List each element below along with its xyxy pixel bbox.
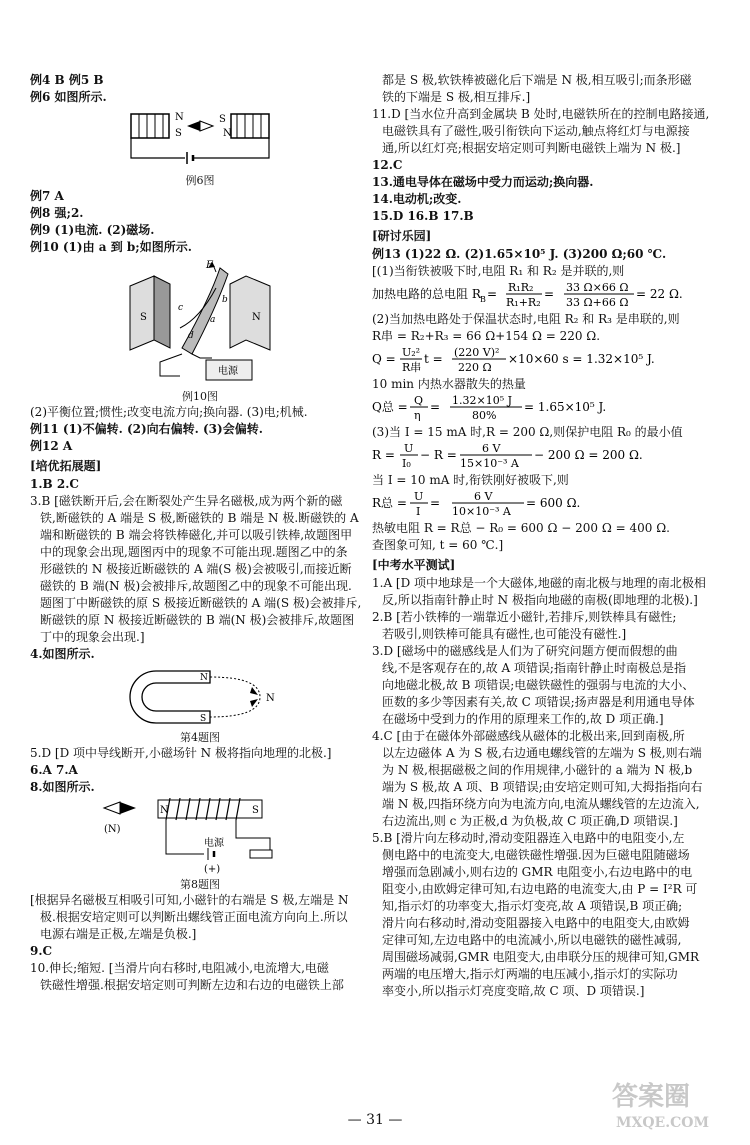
text-line: (2)当加热电路处于保温状态时,电阻 R₂ 和 R₃ 是串联的,则 — [372, 312, 680, 326]
answer-line: 例7 A — [30, 189, 64, 203]
fraction-numerator: 6 V — [474, 490, 493, 503]
fig8-label-n: N — [160, 805, 169, 816]
test-answer-3 — [372, 643, 722, 728]
formula-text: = — [430, 496, 441, 510]
formula-sub: B — [480, 295, 486, 304]
answer-line: 例4 B 例5 B — [30, 73, 104, 87]
fig4-label-s: S — [200, 714, 207, 724]
text-line: 4.C [由于在磁体外部磁感线从磁体的北极出来,回到南极,所 — [372, 729, 685, 743]
fig8-label-paren-n: (N) — [104, 824, 121, 835]
answer-line: 8.如图所示. — [30, 780, 95, 794]
fraction-denominator: R串 — [402, 361, 422, 373]
text-line: R串 = R₂+R₃ = 66 Ω+154 Ω = 220 Ω. — [372, 329, 601, 343]
fraction-denominator: η — [414, 409, 421, 421]
fig10-label-b: b — [222, 295, 228, 305]
text-line: 端为 S 极,故 A 项、B 项错误;由安培定则可知,大拇指指向右 — [382, 780, 703, 794]
formula-text: − 200 Ω = 200 Ω. — [534, 448, 643, 462]
text-line: 右边流出,则 c 为正极,d 为负极,故 C 项正确,D 项错误.] — [382, 814, 678, 828]
fraction-numerator: (220 V)² — [454, 346, 500, 359]
answer-line: 9.C — [30, 944, 53, 958]
fig8-power-label: 电源 — [204, 838, 224, 849]
text-line: 端 N 极,四指环绕方向为电流方向,电流从螺线管的左边流入, — [382, 797, 700, 811]
left-column — [30, 72, 370, 994]
fig4-label-n2: N — [266, 693, 275, 704]
watermark-text: 答案圈 — [612, 1082, 691, 1112]
test-answer-5 — [372, 830, 722, 1000]
section-heading: [中考水平测试] — [372, 558, 456, 572]
figure-caption: 例10图 — [182, 390, 218, 403]
formula-text: Q = — [372, 352, 396, 366]
text-line: 5.B [滑片向左移动时,滑动变阻器连入电路中的电阻变小,左 — [372, 831, 685, 845]
text-line: 反,所以指南针静止时 N 极指向地磁的南极(即地理的北极).] — [382, 593, 698, 607]
text-line: 阻变小,由欧姆定律可知,右边电路的电流变大,由 P = I²R 可 — [382, 882, 698, 896]
answer-line: 6.A 7.A — [30, 763, 78, 777]
formula-total-resistance — [372, 280, 722, 308]
text-line: 10.伸长;缩短. [当滑片向右移时,电阻减小,电流增大,电磁 — [30, 961, 329, 975]
answer-line: 1.B 2.C — [30, 477, 79, 491]
formula-text: 加热电路的总电阻 R — [372, 287, 481, 301]
answer-line: 例13 (1)22 Ω. (2)1.65×10⁵ J. (3)200 Ω;60 ℃. — [372, 247, 667, 261]
text-line: 两端的电压增大,指示灯两端的电压减小,指示灯的实际功 — [382, 967, 678, 981]
text-line: 率变小,所以指示灯亮度变暗,故 C 项、D 项错误.] — [382, 984, 645, 998]
text-line: 磁铁的 B 端(N 极)会被排斥,故题图乙中的现象不可能出现. — [40, 579, 352, 593]
fig6-label-s2: S — [219, 114, 226, 125]
fraction-denominator: 15×10⁻³ A — [460, 457, 519, 469]
section-heading: [培优拓展题] — [30, 459, 102, 473]
formula-text: R = — [372, 448, 395, 462]
text-line: 1.A [D 项中地球是一个大磁体,地磁的南北极与地理的南北极相 — [372, 576, 706, 590]
answer-line: 13.通电导体在磁场中受力而运动;换向器. — [372, 175, 594, 189]
figure-6-diagram — [125, 108, 275, 170]
answer-line: 14.电动机;改变. — [372, 192, 462, 206]
text-line: 当 I = 10 mA 时,衔铁刚好被吸下,则 — [372, 473, 569, 487]
fraction-numerator: 33 Ω×66 Ω — [566, 281, 629, 294]
fraction-denominator: 80% — [472, 409, 497, 421]
answer-line: 12.C — [372, 158, 403, 172]
answer-line: (2)平衡位置;惯性;改变电流方向;换向器. (3)电;机械. — [30, 405, 308, 419]
formula-text: = 22 Ω. — [636, 287, 683, 301]
text-line: 热敏电阻 R = R总 − R₀ = 600 Ω − 200 Ω = 400 Ω. — [372, 521, 670, 535]
answer-line: 例6 如图所示. — [30, 90, 107, 104]
answer-line: 例8 强;2. — [30, 206, 84, 220]
text-line: 查图象可知, t = 60 ℃.] — [372, 538, 504, 552]
fraction-denominator: 220 Ω — [458, 361, 492, 373]
fig10-power-label: 电源 — [218, 366, 238, 377]
answer-line: 例10 (1)由 a 到 b;如图所示. — [30, 240, 192, 254]
fig10-label-d: d — [188, 331, 194, 341]
watermark-url: MXQE.COM — [616, 1115, 709, 1131]
text-line: [(1)当衔铁被吸下时,电阻 R₁ 和 R₂ 是并联的,则 — [372, 264, 625, 278]
text-line: 铁,断磁铁的 A 端是 S 极,断磁铁的 B 端是 N 极.断磁铁的 A — [40, 511, 359, 525]
text-line: 向地磁北极,故 B 项错误;电磁铁磁性的强弱与电流的大小、 — [382, 678, 695, 692]
text-line: 知,指示灯的功率变大,指示灯变亮,故 A 项错误,B 项正确; — [382, 899, 683, 913]
text-line: [根据异名磁极互相吸引可知,小磁针的右端是 S 极,左端是 N — [30, 893, 349, 907]
fraction-denominator: I — [416, 505, 421, 517]
text-line: 在磁场中受到力的作用的原理来工作的,故 D 项正确.] — [382, 712, 664, 726]
answer-8-explanation — [30, 892, 370, 943]
fraction-numerator: 6 V — [482, 442, 501, 455]
text-line: 匝数的多少等因素有关,故 C 项错误;扬声器是利用通电导体 — [382, 695, 695, 709]
answer-10-block — [30, 960, 370, 994]
figure-8-solenoid — [100, 798, 300, 874]
formula-heat-lost — [372, 393, 722, 421]
answer-line: 15.D 16.B 17.B — [372, 209, 474, 223]
text-line: (3)当 I = 15 mA 时,R = 200 Ω,则保护电阻 R₀ 的最小值 — [372, 425, 683, 439]
fig6-label-n2: N — [223, 128, 232, 139]
right-column — [372, 72, 722, 1000]
fraction-numerator: U — [404, 442, 414, 455]
text-line: 2.B [若小铁棒的一端靠近小磁针,若排斥,则铁棒具有磁性; — [372, 610, 677, 624]
fig8-label-s: S — [252, 805, 259, 816]
answer-line: 例11 (1)不偏转. (2)向右偏转. (3)会偏转. — [30, 422, 263, 436]
text-line: 滑片向右移动时,滑动变阻器接入电路中的电阻变大,由欧姆 — [382, 916, 690, 930]
formula-text: ×10×60 s = 1.32×10⁵ J. — [508, 352, 655, 366]
text-line: 3.B [磁铁断开后,会在断裂处产生异名磁极,成为两个新的磁 — [30, 494, 343, 508]
fig10-label-a: a — [210, 315, 216, 325]
answer-line: 4.如图所示. — [30, 647, 95, 661]
fraction-numerator: Q — [414, 394, 424, 407]
fraction-denominator: 10×10⁻³ A — [452, 505, 511, 517]
fig10-label-s: S — [140, 312, 147, 323]
text-line: 题图丁中断磁铁的原 S 极接近断磁铁的 A 端(S 极)会被排斥, — [40, 596, 362, 610]
formula-text: = 1.65×10⁵ J. — [524, 400, 607, 414]
formula-total-r — [372, 489, 722, 517]
fraction-numerator: R₁R₂ — [508, 281, 534, 294]
figure-caption: 例6图 — [185, 174, 215, 187]
formula-text: t = — [424, 352, 443, 366]
text-line: 丁中的现象会出现.] — [40, 630, 145, 644]
text-line: 通,所以红灯亮;根据安培定则可判断电磁铁上端为 N 极.] — [382, 141, 681, 155]
fraction-numerator: U — [414, 490, 424, 503]
fig8-plus-label: (+) — [204, 864, 221, 874]
figure-10-motor-diagram — [120, 258, 280, 386]
fraction-denominator: R₁+R₂ — [506, 296, 541, 308]
fig6-label-n: N — [175, 112, 184, 123]
formula-text: = — [487, 287, 498, 301]
formula-heat — [372, 345, 722, 373]
text-line: 断磁铁的原 N 极接近断磁铁的 B 端(N 极)会被排斥,故题图 — [40, 613, 355, 627]
text-line: 端和断磁铁的 B 端会将铁棒磁化,并可以吸引铁棒,故题图甲 — [40, 528, 353, 542]
test-answer-1 — [372, 575, 722, 609]
formula-text: = — [430, 400, 441, 414]
formula-text: = — [544, 287, 555, 301]
text-line: 侧电路中的电流变大,电磁铁磁性增强.因为巨磁电阻随磁场 — [382, 848, 690, 862]
text-line: 线,不是客观存在的,故 A 项错误;指南针静止时南极总是指 — [382, 661, 686, 675]
page-number: — 31 — — [347, 1112, 403, 1128]
text-line: 中的现象会出现,题图丙中的现象不可能出现.题图乙中的条 — [40, 545, 348, 559]
fraction-numerator: U₂² — [402, 346, 421, 359]
fraction-numerator: 1.32×10⁵ J — [452, 394, 513, 407]
text-line: 以左边磁体 A 为 S 极,右边通电螺线管的左端为 S 极,则右端 — [382, 746, 702, 760]
answer-3-block — [30, 493, 370, 646]
text-line: 定律可知,左边电路中的电流减小,所以电磁铁的磁性减弱, — [382, 933, 682, 947]
text-line: 极.根据安培定则可以判断出螺线管正面电流方向向上.所以 — [40, 910, 348, 924]
text-line: 为 N 极,根据磁极之间的作用规律,小磁针的 a 端为 N 极,b — [382, 763, 693, 777]
text-line: 增强而急剧减小,则右边的 GMR 电阻变小,右边电路中的电 — [382, 865, 693, 879]
answer-line: 例12 A — [30, 439, 73, 453]
fraction-denominator: 33 Ω+66 Ω — [566, 296, 629, 308]
text-line: 电磁铁具有了磁性,吸引衔铁向下运动,触点将红灯与电源接 — [382, 124, 690, 138]
formula-text: Q总 = — [372, 400, 408, 414]
test-answer-2 — [372, 609, 722, 643]
text-line: 11.D [当水位升高到金属块 B 处时,电磁铁所在的控制电路接通, — [372, 107, 710, 121]
answer-line: 5.D [D 项中导线断开,小磁场针 N 极将指向地理的北极.] — [30, 746, 332, 760]
test-answer-4 — [372, 728, 722, 830]
formula-min-resistance — [372, 441, 722, 469]
figure-caption: 第8题图 — [180, 878, 220, 891]
formula-text: = 600 Ω. — [526, 496, 581, 510]
text-line: 3.D [磁场中的磁感线是人们为了研究问题方便而假想的曲 — [372, 644, 678, 658]
figure-caption: 第4题图 — [180, 731, 220, 744]
text-line: 铁磁性增强.根据安培定则可判断左边和右边的电磁铁上部 — [40, 978, 344, 992]
fig4-label-n: N — [200, 673, 208, 683]
answer-line: 例9 (1)电流. (2)磁场. — [30, 223, 155, 237]
fig10-label-c: c — [178, 303, 184, 313]
text-line: 10 min 内热水器散失的热量 — [372, 377, 526, 391]
fig6-label-s: S — [175, 128, 182, 139]
formula-text: − R = — [420, 448, 457, 462]
text-line: 都是 S 极,软铁棒被磁化后下端是 N 极,相互吸引;而条形磁 — [382, 73, 692, 87]
fraction-denominator: I₀ — [402, 457, 411, 469]
fig10-label-f: F — [206, 260, 213, 271]
figure-4-horseshoe-magnet — [120, 665, 280, 727]
watermark-logo — [602, 1073, 732, 1133]
text-line: 电源右端是正极,左端是负极.] — [40, 927, 197, 941]
text-line: 铁的下端是 S 极,相互排斥.] — [382, 90, 531, 104]
fig10-label-n: N — [252, 312, 261, 323]
text-line: 形磁铁的 N 极接近断磁铁的 A 端(S 极)会被吸引,而接近断 — [40, 562, 352, 576]
formula-text: R总 = — [372, 496, 407, 510]
text-line: 若吸引,则铁棒可能具有磁性,也可能没有磁性.] — [382, 627, 627, 641]
section-heading: [研讨乐园] — [372, 229, 432, 243]
text-line: 周围磁场减弱,GMR 电阻变大,由串联分压的规律可知,GMR — [382, 950, 700, 964]
